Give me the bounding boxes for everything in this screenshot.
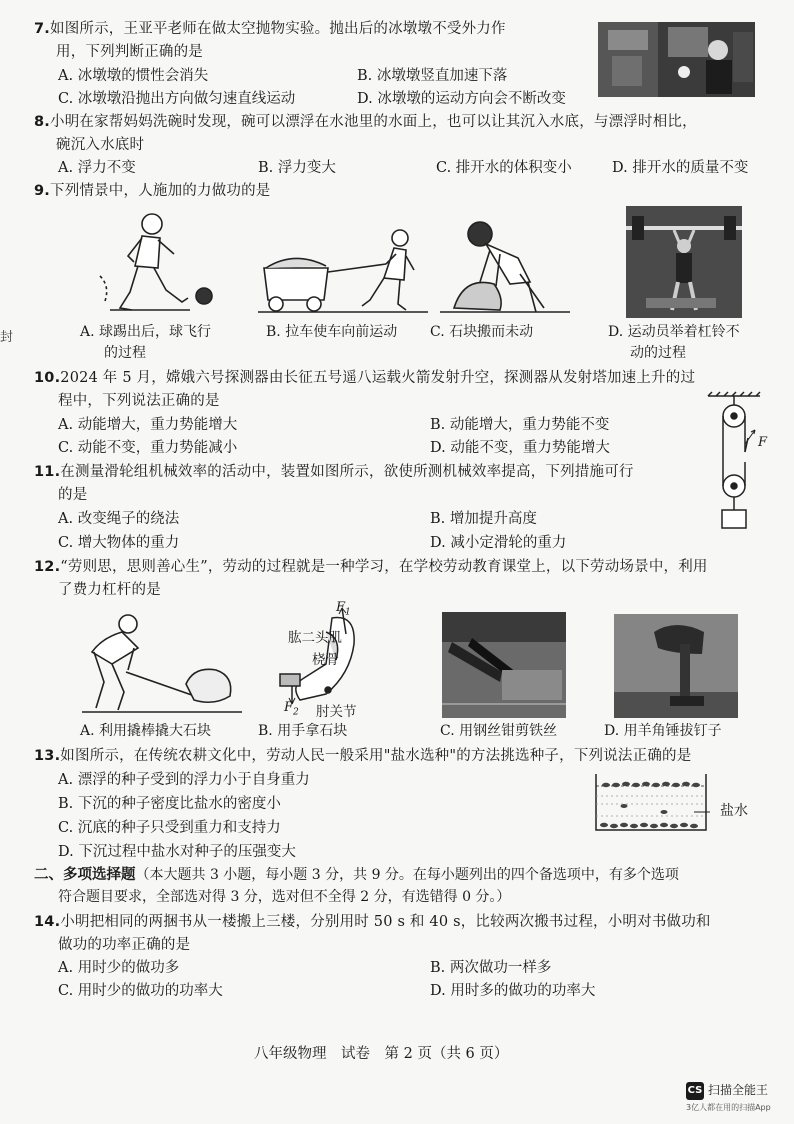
q10-option-c: C. 动能不变，重力势能减小 bbox=[58, 440, 238, 456]
q7-option-c: C. 冰墩墩沿抛出方向做匀速直线运动 bbox=[58, 91, 296, 107]
q14-option-d: D. 用时多的做功的功率大 bbox=[430, 983, 596, 999]
section2-title: 二、多项选择题 bbox=[34, 867, 136, 883]
q12-crowbar-figure bbox=[82, 612, 242, 718]
q7-option-a: A. 冰墩墩的惯性会消失 bbox=[58, 68, 209, 84]
q8-number: 8. bbox=[34, 114, 50, 130]
q10-option-d: D. 动能不变，重力势能增大 bbox=[430, 440, 610, 456]
q12-biceps-label: 肱二头肌 bbox=[288, 630, 342, 646]
q13-stem bbox=[34, 747, 691, 765]
q10-option-b: B. 动能增大，重力势能不变 bbox=[430, 417, 610, 433]
q14-option-a: A. 用时少的做功多 bbox=[58, 960, 180, 976]
q12-stem-line2: 了费力杠杆的是 bbox=[58, 582, 161, 598]
q9-push-rock-figure bbox=[440, 212, 570, 317]
q8-stem-line1 bbox=[34, 113, 697, 131]
q14-stem-line2: 做功的功率正确的是 bbox=[58, 937, 191, 953]
q10-number: 10. bbox=[34, 370, 61, 386]
q7-option-b: B. 冰墩墩竖直加速下落 bbox=[357, 68, 508, 84]
q11-option-a: A. 改变绳子的绕法 bbox=[58, 511, 180, 527]
q7-stem-line1 bbox=[34, 20, 506, 38]
q8-stem-line2: 碗沉入水底时 bbox=[56, 137, 145, 153]
q12-joint-label: 肘关节 bbox=[316, 704, 357, 720]
q12-bone-label: 桡骨 bbox=[312, 652, 339, 668]
q12-f1-letter: F bbox=[336, 600, 346, 615]
q11-number: 11. bbox=[34, 464, 61, 480]
q11-stem-line2: 的是 bbox=[58, 487, 88, 503]
q11-option-c: C. 增大物体的重力 bbox=[58, 535, 180, 551]
scanner-logo: CS bbox=[686, 1082, 704, 1100]
q7-stem-line2: 用，下列判断正确的是 bbox=[56, 44, 203, 60]
q8-option-d: D. 排开水的质量不变 bbox=[612, 160, 749, 176]
q9-pull-cart-figure bbox=[258, 220, 428, 320]
q10-option-a: A. 动能增大，重力势能增大 bbox=[58, 417, 238, 433]
q12-option-d: D. 用羊角锤拔钉子 bbox=[604, 723, 722, 739]
q10-stem-line2: 程中，下列说法正确的是 bbox=[58, 393, 220, 409]
q12-option-a: A. 利用撬棒撬大石块 bbox=[80, 723, 212, 739]
q9-stem bbox=[34, 182, 271, 200]
q9-stem-text: 下列情景中，人施加的力做功的是 bbox=[50, 183, 271, 199]
q13-stem-text: 如图所示，在传统农耕文化中，劳动人民一般采用"盐水选种"的方法挑选种子，下列说法正确的是 bbox=[60, 748, 692, 764]
q7-space-photo bbox=[598, 22, 755, 97]
q12-stem-text: “劳则思，思则善心生”，劳动的过程就是一种学习，在学校劳动教育课堂上，以下劳动场景中，利用 bbox=[60, 559, 708, 575]
q11-stem-line1 bbox=[34, 463, 634, 481]
q13-saltwater-diagram bbox=[594, 772, 714, 834]
q8-stem-text: 小明在家帮妈妈洗碗时发现，碗可以漂浮在水池里的水面上，也可以让其沉入水底，与漂浮时相比， bbox=[50, 114, 697, 130]
q12-f2-label bbox=[284, 700, 299, 719]
q9-option-d-line1: D. 运动员举着杠铃不 bbox=[608, 324, 740, 340]
q11-force-label: F bbox=[758, 435, 768, 450]
q13-option-d: D. 下沉过程中盐水对种子的压强变大 bbox=[58, 844, 296, 860]
q13-option-a: A. 漂浮的种子受到的浮力小于自身重力 bbox=[58, 772, 310, 788]
q12-f2-subscript: 2 bbox=[293, 707, 299, 718]
margin-mark: 封 bbox=[0, 330, 14, 345]
q14-stem-line1 bbox=[34, 913, 711, 931]
q13-option-c: C. 沉底的种子只受到重力和支持力 bbox=[58, 820, 281, 836]
q9-option-b: B. 拉车使车向前运动 bbox=[266, 324, 398, 340]
scanner-name: 扫描全能王 bbox=[708, 1083, 769, 1097]
scanner-watermark bbox=[686, 1082, 790, 1118]
q12-stem-line1 bbox=[34, 558, 708, 576]
section2-header-line1 bbox=[34, 866, 679, 885]
q12-pliers-photo bbox=[442, 612, 566, 718]
section2-desc-line2: 符合题目要求，全部选对得 3 分，选对但不全得 2 分，有选错得 0 分。） bbox=[58, 889, 511, 905]
scanner-tagline: 3亿人都在用的扫描App bbox=[686, 1103, 771, 1112]
q9-kick-ball-figure bbox=[90, 206, 220, 316]
q13-option-b: B. 下沉的种子密度比盐水的密度小 bbox=[58, 796, 281, 812]
q11-option-d: D. 减小定滑轮的重力 bbox=[430, 535, 567, 551]
q12-option-c: C. 用钢丝钳剪铁丝 bbox=[440, 723, 558, 739]
q11-pulley-diagram bbox=[700, 390, 770, 542]
q9-option-d-line2: 动的过程 bbox=[630, 345, 686, 361]
q9-number: 9. bbox=[34, 183, 50, 199]
q8-option-c: C. 排开水的体积变小 bbox=[436, 160, 572, 176]
q11-option-b: B. 增加提升高度 bbox=[430, 511, 537, 527]
q7-option-d: D. 冰墩墩的运动方向会不断改变 bbox=[357, 91, 566, 107]
q9-option-a-line2: 的过程 bbox=[104, 345, 146, 361]
q8-option-a: A. 浮力不变 bbox=[58, 160, 136, 176]
q7-number: 7. bbox=[34, 21, 50, 37]
q12-f1-label bbox=[336, 600, 351, 619]
q7-stem-text: 如图所示，王亚平老师在做太空抛物实验。抛出后的冰墩墩不受外力作 bbox=[50, 21, 506, 37]
q12-f2-letter: F bbox=[284, 700, 294, 715]
section2-desc-line1: （本大题共 3 小题，每小题 3 分，共 9 分。在每小题列出的四个备选项中，有多个选项 bbox=[135, 867, 679, 883]
q8-option-b: B. 浮力变大 bbox=[258, 160, 336, 176]
q13-saltwater-label: 盐水 bbox=[720, 803, 748, 819]
q14-option-c: C. 用时少的做功的功率大 bbox=[58, 983, 223, 999]
q14-number: 14. bbox=[34, 914, 61, 930]
q14-option-b: B. 两次做功一样多 bbox=[430, 960, 552, 976]
q12-option-b: B. 用手拿石块 bbox=[258, 723, 348, 739]
q12-number: 12. bbox=[34, 559, 61, 575]
q9-option-c: C. 石块搬而未动 bbox=[430, 324, 534, 340]
q9-weightlifter-photo bbox=[626, 206, 742, 318]
q12-f1-subscript: 1 bbox=[345, 607, 351, 618]
q10-stem-line1 bbox=[34, 369, 695, 387]
q13-number: 13. bbox=[34, 748, 61, 764]
q9-option-a-line1: A. 球踢出后，球飞行 bbox=[80, 324, 212, 340]
q14-stem-text: 小明把相同的两捆书从一楼搬上三楼，分别用时 50 s 和 40 s，比较两次搬书过程，小明对书做功和 bbox=[60, 914, 711, 930]
q11-stem-text: 在测量滑轮组机械效率的活动中，装置如图所示，欲使所测机械效率提高，下列措施可行 bbox=[60, 464, 634, 480]
q10-stem-text: 2024 年 5 月，嫦娥六号探测器由长征五号遥八运载火箭发射升空，探测器从发射塔加速上升的过 bbox=[60, 370, 696, 386]
page-footer: 八年级物理 试卷 第 2 页（共 6 页） bbox=[254, 1046, 509, 1062]
q12-hammer-photo bbox=[614, 614, 738, 718]
